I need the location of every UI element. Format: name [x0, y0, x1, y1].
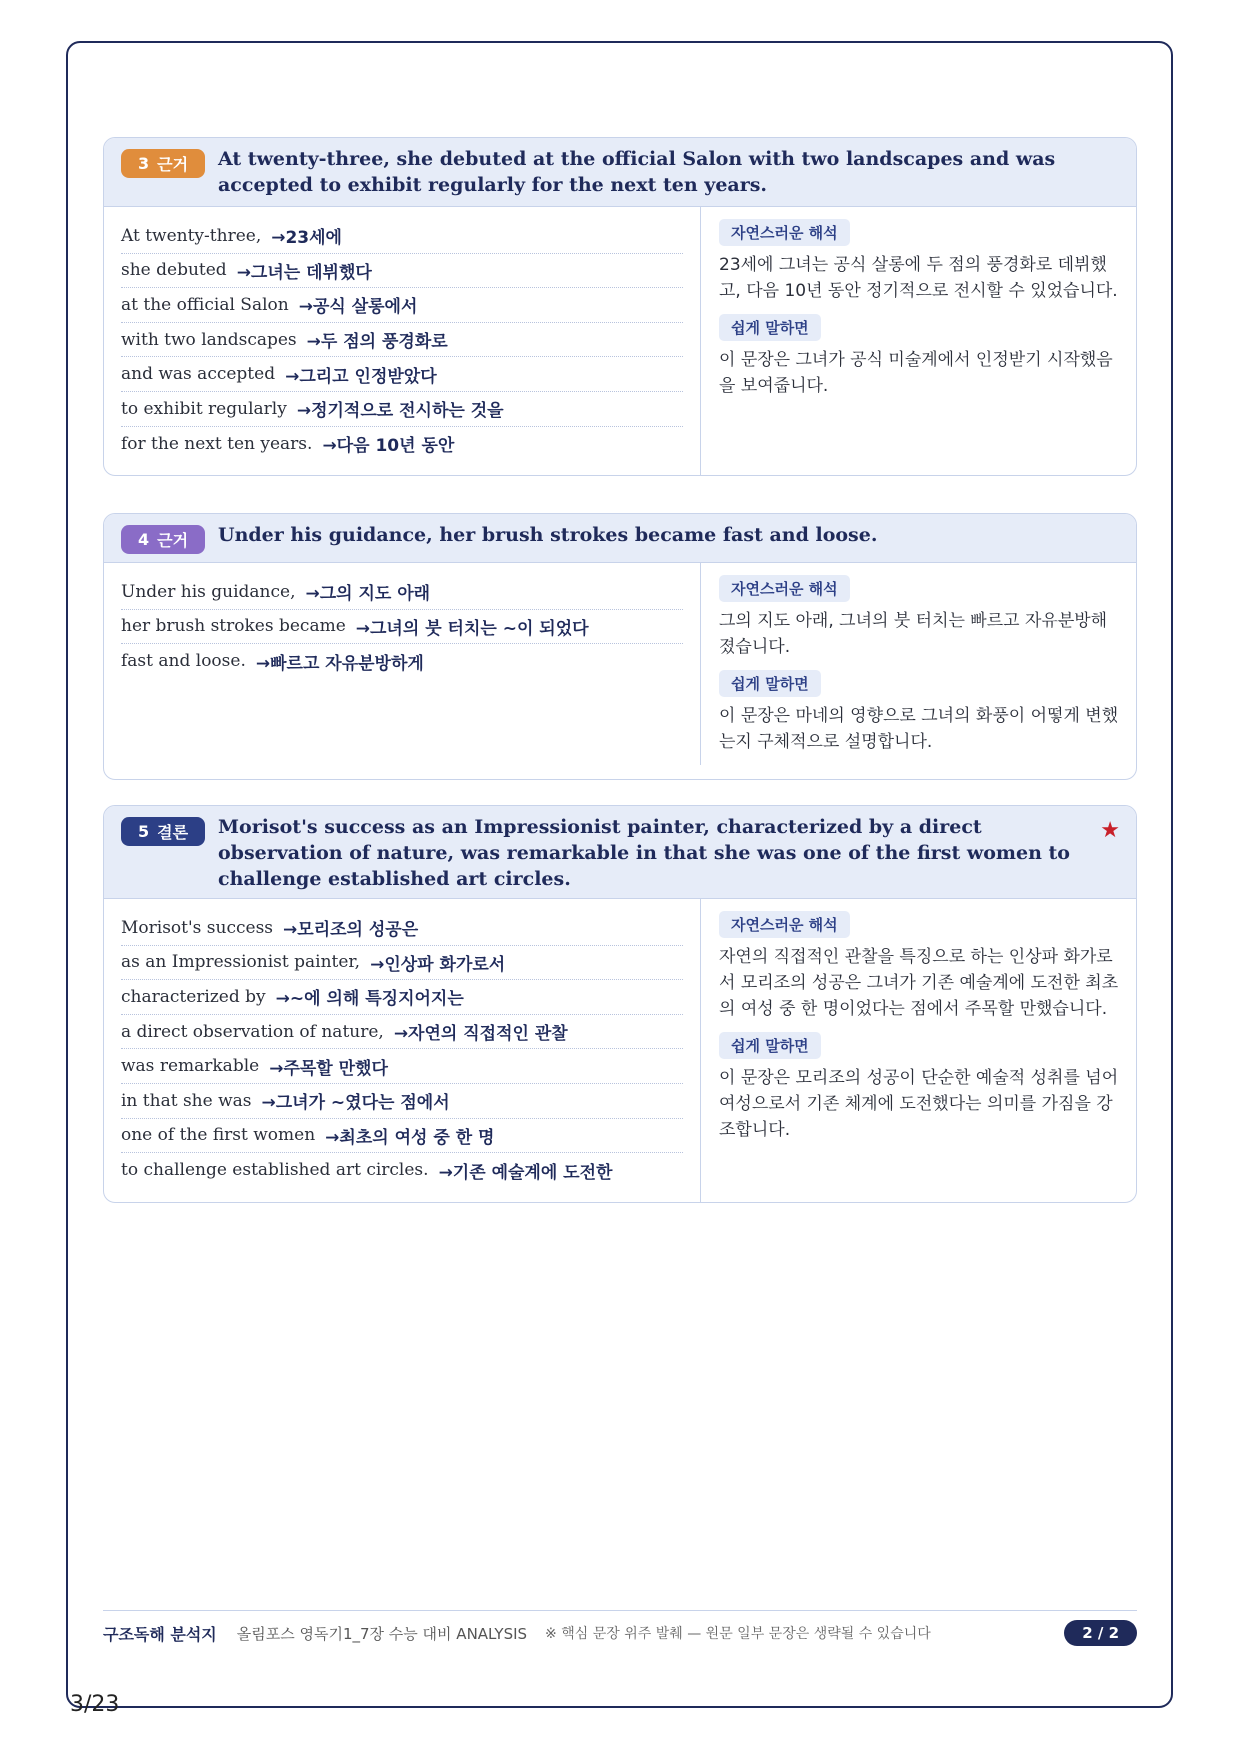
natural-text: 자연의 직접적인 관찰을 특징으로 하는 인상파 화가로서 모리조의 성공은 그녀가 기존 예술계에 도전한 최초의 여성 중 한 명이었다는 점에서 주목할 만했습니다.	[719, 947, 1119, 1019]
sentence-card-4	[103, 513, 1137, 780]
card-badge: 4 근거	[121, 525, 205, 554]
star-icon: ★	[1100, 818, 1120, 843]
chunk-row: in that she was →그녀가 ~였다는 점에서	[121, 1084, 683, 1119]
chunk-list	[104, 563, 701, 765]
chunk-row: Morisot's success →모리조의 성공은	[121, 911, 683, 946]
card-header	[104, 806, 1136, 899]
card-badge: 5 결론	[121, 817, 205, 846]
natural-text: 23세에 그녀는 공식 살롱에 두 점의 풍경화로 데뷔했고, 다음 10년 동안 정기적으로 전시할 수 있었습니다.	[719, 255, 1118, 301]
interpretation-panel	[701, 563, 1136, 779]
interpretation-panel	[701, 899, 1136, 1202]
simple-label: 쉽게 말하면	[719, 670, 821, 697]
footer-subtitle: 올림포스 영독기1_7장 수능 대비 ANALYSIS	[236, 1624, 528, 1643]
page-footer	[103, 1610, 1137, 1655]
sentence-headline: Morisot's success as an Impressionist painter, characterized by a direct observation of nature, was remarkable in that she was one of the first women to challenge established art circles.	[218, 816, 1070, 890]
chunk-row: for the next ten years. →다음 10년 동안	[121, 433, 455, 457]
card-badge: 3 근거	[121, 149, 205, 178]
chunk-row: was remarkable →주목할 만했다	[121, 1049, 683, 1084]
chunk-row: she debuted →그녀는 데뷔했다	[121, 254, 683, 289]
sentence-headline: Under his guidance, her brush strokes became fast and loose.	[218, 524, 878, 546]
footer-title: 구조독해 분석지	[103, 1624, 217, 1644]
natural-label: 자연스러운 해석	[719, 575, 850, 602]
chunk-row: characterized by →~에 의해 특징지어지는	[121, 980, 683, 1015]
chunk-list	[104, 207, 701, 475]
chunk-row: her brush strokes became →그녀의 붓 터치는 ~이 되었다	[121, 610, 683, 645]
chunk-row: At twenty-three, →23세에	[121, 219, 683, 254]
chunk-list	[104, 899, 701, 1202]
simple-text: 이 문장은 모리조의 성공이 단순한 예술적 성취를 넘어 여성으로서 기존 체계에 도전했다는 의미를 가짐을 강조합니다.	[719, 1068, 1119, 1140]
page-number: 3/23	[70, 1692, 120, 1717]
chunk-row: one of the first women →최초의 여성 중 한 명	[121, 1119, 683, 1154]
chunk-row: a direct observation of nature, →자연의 직접적인 관찰	[121, 1015, 683, 1050]
simple-label: 쉽게 말하면	[719, 1032, 821, 1059]
natural-text: 그의 지도 아래, 그녀의 붓 터치는 빠르고 자유분방해졌습니다.	[719, 611, 1108, 657]
simple-text: 이 문장은 마네의 영향으로 그녀의 화풍이 어떻게 변했는지 구체적으로 설명합니다.	[719, 706, 1119, 752]
chunk-row: fast and loose. →빠르고 자유분방하게	[121, 651, 424, 674]
card-header	[104, 514, 1136, 563]
sentence-card-5	[103, 805, 1137, 1203]
page-indicator: 2 / 2	[1064, 1620, 1137, 1646]
simple-text: 이 문장은 그녀가 공식 미술계에서 인정받기 시작했음을 보여줍니다.	[719, 350, 1113, 396]
natural-label: 자연스러운 해석	[719, 219, 850, 246]
interpretation-panel	[701, 207, 1136, 475]
sentence-card-3	[103, 137, 1137, 476]
footer-note: ※ 핵심 문장 위주 발췌 — 원문 일부 문장은 생략될 수 있습니다	[545, 1626, 931, 1642]
natural-label: 자연스러운 해석	[719, 911, 850, 938]
chunk-row: and was accepted →그리고 인정받았다	[121, 357, 683, 392]
sentence-headline: At twenty-three, she debuted at the official Salon with two landscapes and was accepted to exhibit regularly for the next ten years.	[218, 148, 1056, 196]
chunk-row: at the official Salon →공식 살롱에서	[121, 288, 683, 323]
chunk-row: with two landscapes →두 점의 풍경화로	[121, 323, 683, 358]
chunk-row: to exhibit regularly →정기적으로 전시하는 것을	[121, 392, 683, 427]
chunk-row: as an Impressionist painter, →인상파 화가로서	[121, 946, 683, 981]
card-header	[104, 138, 1136, 207]
chunk-row: to challenge established art circles. →기존 예술계에 도전한	[121, 1160, 613, 1183]
chunk-row: Under his guidance, →그의 지도 아래	[121, 575, 683, 610]
simple-label: 쉽게 말하면	[719, 314, 821, 341]
